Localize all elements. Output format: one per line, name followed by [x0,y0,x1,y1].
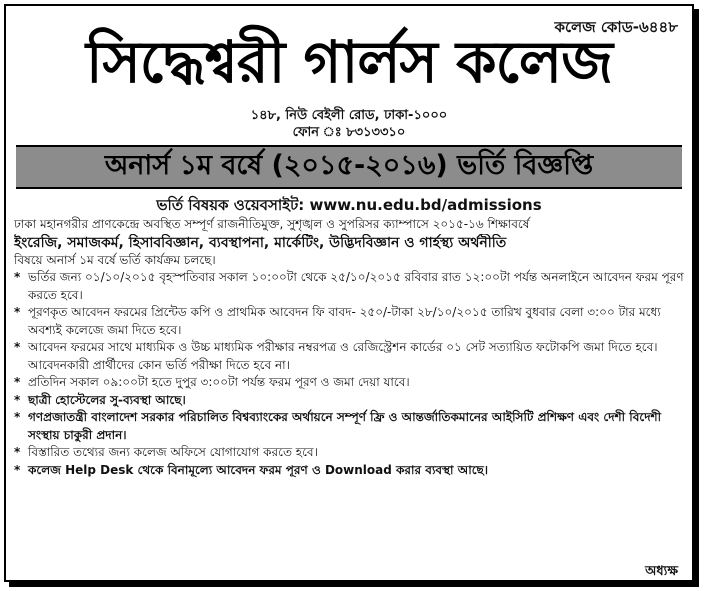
notice-item [14,444,684,462]
notice-item [14,462,684,480]
notice-item [14,339,684,374]
address-block [6,107,692,141]
intro-line: ঢাকা মহানগরীর প্রাণকেন্দ্রে অবস্থিত সম্পূর্ণ রাজনীতিমুক্ত, সুশৃঙ্খল ও সুপরিসর ক্যাম্পাসে ২০১৫-১৬ শিক্ষাবর্ষে [14,217,530,231]
status-line: বিষয়ে অনার্স ১ম বর্ষে ভর্তি কার্যক্রম চলছে। [14,252,216,267]
notice-frame [4,4,694,582]
admission-banner: অনার্স ১ম বর্ষে (২০১৫-২০১৬) ভর্তি বিজ্ঞপ্তি [16,145,682,189]
notice-item [14,304,684,339]
notice-item [14,269,684,304]
notice-body [14,216,684,479]
bullet-icon: * [14,375,21,389]
bullet-icon: * [14,462,21,477]
address-line: ১৪৮, নিউ বেইলী রোড, ঢাকা-১০০০ [250,108,448,123]
notice-item-text: বিস্তারিত তথ্যের জন্য কলেজ অফিসে যোগাযোগ করতে হবে। [28,445,318,459]
notice-item-text: ভর্তির জন্য ০১/১০/২০১৫ বৃহস্পতিবার সকাল ১০:০০টা থেকে ২৫/১০/২০১৫ রবিবার রাত ১২:০০টা পর্যন্ত অনলাইনে আবেদন ফরম পূরণ করতে হবে। [28,270,684,302]
notice-item-text: কলেজ Help Desk থেকে বিনামূল্যে আবেদন ফরম পূরণ ও Download করার ব্যবস্থা আছে। [28,462,489,477]
phone-line: ফোন ঃ ৮৩১৩৩১০ [292,125,406,140]
notice-item-text: ছাত্রী হোস্টেলের সু-ব্যবস্থা আছে। [28,392,186,407]
bullet-icon: * [14,305,21,319]
notice-item [14,409,684,444]
bullet-icon: * [14,392,21,407]
college-name-heading: সিদ্ধেশ্বরী গার্লস কলেজ [85,28,613,96]
notice-item-text: প্রতিদিন সকাল ০৯:০০টা হতে দুপুর ৩:০০টা পর্যন্ত ফরম পূরণ ও জমা দেয়া যাবে। [28,375,410,389]
principal-signature: অধ্যক্ষ [645,564,678,579]
notice-item-text: গণপ্রজাতন্ত্রী বাংলাদেশ সরকার পরিচালিত বিশ্বব্যাংকের অর্থায়নে সম্পূর্ণ ফ্রি ও আন্তর্জাতিকমানের আইসিটি প্রশিক্ষণ এবং দেশী বিদেশী সংস্থায় চাকুরী প্রদান। [28,410,662,442]
bullet-icon: * [14,270,21,284]
notice-item [14,392,684,410]
bullet-icon: * [14,445,21,459]
notice-item-text: আবেদন ফরমের সাথে মাধ্যমিক ও উচ্চ মাধ্যমিক পরীক্ষার নম্বরপত্র ও রেজিস্ট্রেশন কার্ডের ০১ সেট সত্যায়িত ফটোকপি জমা দিতে হবে। আবেদনকারী প্রার্থীদের কোন ভর্তি পরীক্ষা দিতে হবে না। [28,340,658,372]
notice-item-text: পূরণকৃত আবেদন ফরমের প্রিন্টেড কপি ও প্রাথমিক আবেদন ফি বাবদ- ২৫০/-টাকা ২৮/১০/২০১৫ তারিখ বুধবার বেলা ৩:০০ টার মধ্যে অবশ্যই কলেজে জমা দিতে হবে। [28,305,661,337]
subjects-line: ইংরেজি, সমাজকর্ম, হিসাববিজ্ঞান, ব্যবস্থাপনা, মার্কেটিং, উদ্ভিদবিজ্ঞান ও গার্হস্থ্য অর্থনীতি [14,234,507,251]
college-code: কলেজ কোড-৬৪৪৮ [554,18,678,36]
bullet-icon: * [14,410,21,424]
website-line: ভর্তি বিষয়ক ওয়েবসাইট: www.nu.edu.bd/admissions [156,196,542,214]
notice-item [14,374,684,392]
bullet-icon: * [14,340,21,354]
